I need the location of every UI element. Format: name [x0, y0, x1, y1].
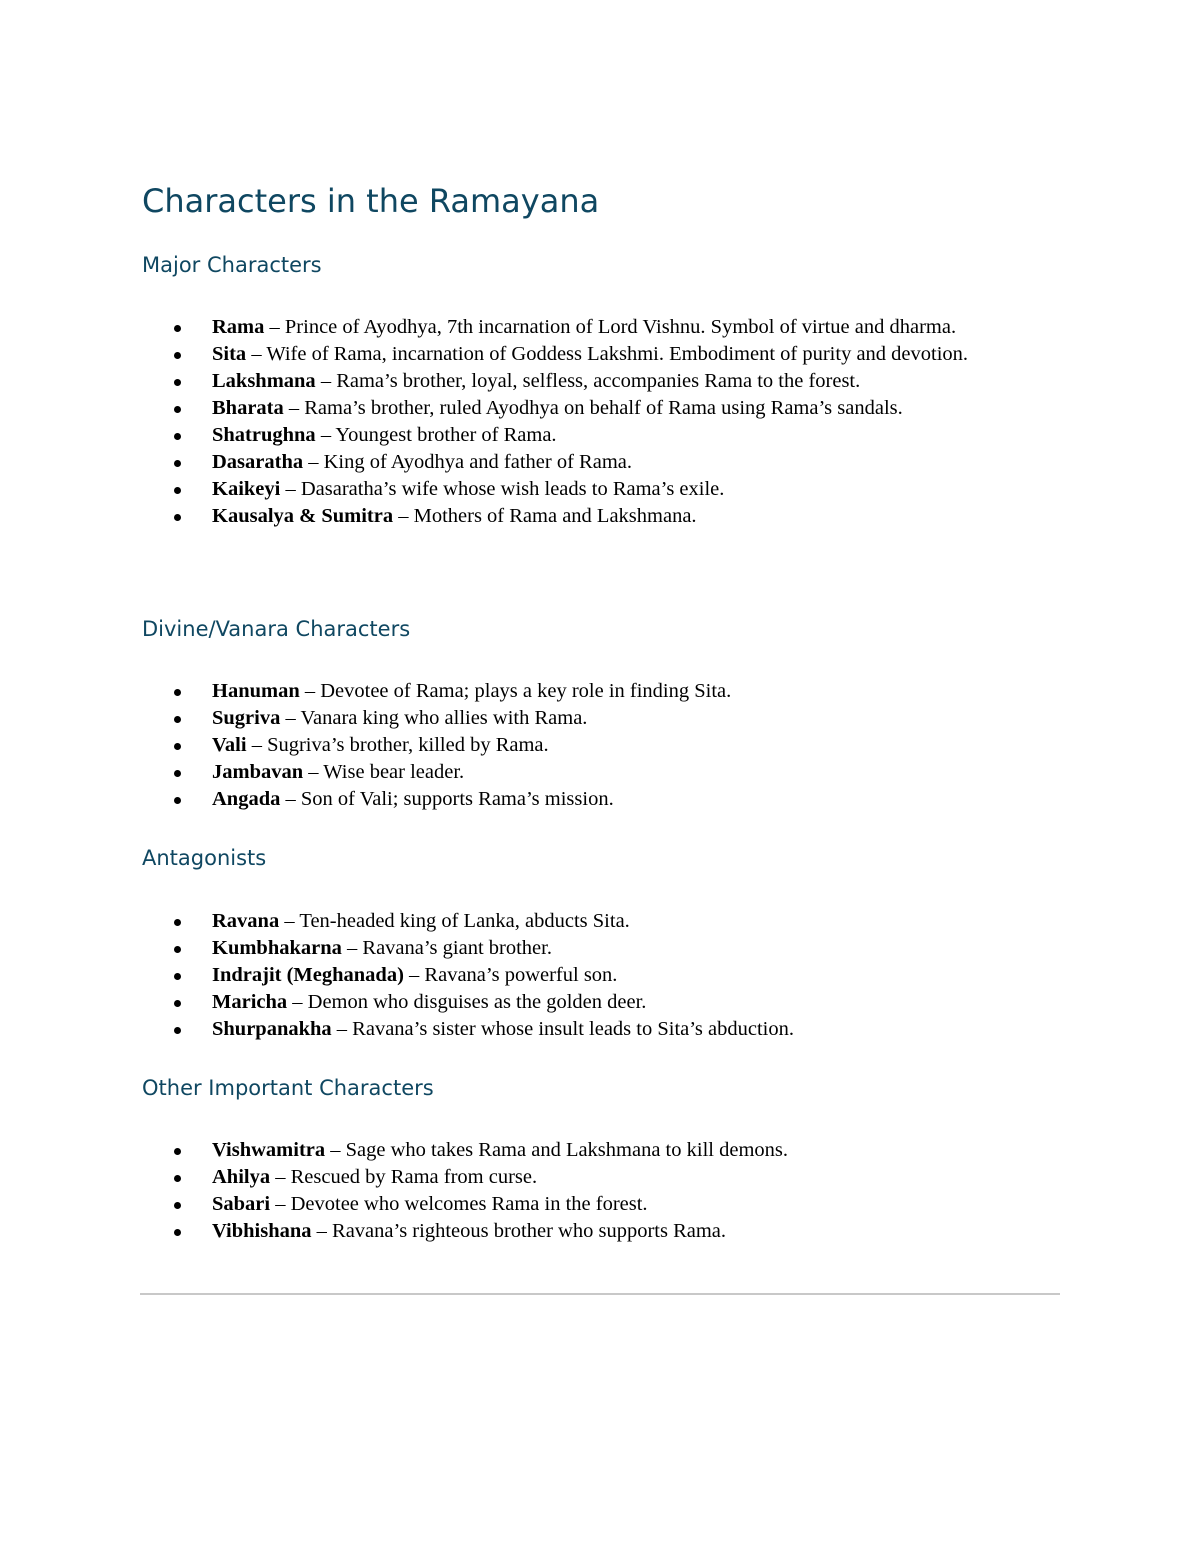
bullet-icon: [174, 487, 181, 494]
character-description: – Mothers of Rama and Lakshmana.: [393, 505, 697, 527]
list-item: [142, 1191, 1032, 1218]
character-description: – Rescued by Rama from curse.: [270, 1166, 538, 1188]
character-name: Ravana: [212, 910, 280, 932]
character-name: Hanuman: [212, 680, 300, 702]
character-description: – Prince of Ayodhya, 7th incarnation of Lord Vishnu. Symbol of virtue and dharma.: [264, 316, 957, 338]
bullet-icon: [174, 1175, 181, 1182]
bullet-icon: [174, 1027, 181, 1034]
character-name: Rama: [212, 316, 265, 338]
character-description: – Rama’s brother, loyal, selfless, accompanies Rama to the forest.: [315, 370, 861, 392]
character-list: [142, 314, 1060, 530]
bullet-icon: [174, 352, 181, 359]
character-name: Vishwamitra: [212, 1139, 326, 1161]
list-item: [142, 908, 1032, 935]
bullet-icon: [174, 460, 181, 467]
character-list: [142, 908, 1060, 1043]
character-name: Sita: [212, 343, 247, 365]
character-description: – Sage who takes Rama and Lakshmana to kill demons.: [325, 1139, 788, 1161]
list-item: [142, 314, 1032, 341]
character-name: Kausalya & Sumitra: [212, 505, 394, 527]
bullet-icon: [174, 514, 181, 521]
list-item: [142, 1016, 1032, 1043]
character-name: Ahilya: [212, 1166, 271, 1188]
bullet-icon: [174, 919, 181, 926]
bullet-icon: [174, 689, 181, 696]
character-name: Indrajit (Meghanada): [212, 964, 404, 986]
list-item: [142, 341, 1032, 368]
list-item: [142, 678, 1032, 705]
section-heading: Antagonists: [142, 846, 267, 870]
list-item: [142, 449, 1032, 476]
bullet-icon: [174, 946, 181, 953]
character-description: – Demon who disguises as the golden deer.: [287, 991, 647, 1013]
character-description: – Dasaratha’s wife whose wish leads to Rama’s exile.: [280, 478, 725, 500]
section-other-important-characters: [142, 1073, 1060, 1242]
character-name: Dasaratha: [212, 451, 304, 473]
character-name: Shurpanakha: [212, 1018, 332, 1040]
character-name: Angada: [212, 788, 281, 810]
character-description: – Ten-headed king of Lanka, abducts Sita.: [279, 910, 630, 932]
list-item: [142, 395, 1032, 422]
list-item: [142, 368, 1032, 395]
character-description: – Son of Vali; supports Rama’s mission.: [280, 788, 614, 810]
character-name: Shatrughna: [212, 424, 316, 446]
list-item: [142, 422, 1032, 449]
bullet-icon: [174, 1148, 181, 1155]
character-name: Kumbhakarna: [212, 937, 342, 959]
bullet-icon: [174, 1202, 181, 1209]
list-item: [142, 476, 1032, 503]
list-item: [142, 1164, 1032, 1191]
bullet-icon: [174, 325, 181, 332]
page-title: Characters in the Ramayana: [142, 182, 600, 220]
bullet-icon: [174, 973, 181, 980]
section-heading: Other Important Characters: [142, 1076, 434, 1100]
character-description: – Ravana’s powerful son.: [403, 964, 618, 986]
list-item: [142, 786, 1032, 813]
character-description: – Ravana’s giant brother.: [341, 937, 552, 959]
character-description: – Rama’s brother, ruled Ayodhya on behalf of Rama using Rama’s sandals.: [283, 397, 903, 419]
character-description: – Wise bear leader.: [303, 761, 465, 783]
character-name: Maricha: [212, 991, 288, 1013]
character-list: [142, 678, 1060, 813]
list-item: [142, 935, 1032, 962]
character-list: [142, 1137, 1060, 1245]
list-item: [142, 989, 1032, 1016]
bullet-icon: [174, 716, 181, 723]
list-item: [142, 732, 1032, 759]
character-description: – Devotee who welcomes Rama in the forest.: [270, 1193, 648, 1215]
bullet-icon: [174, 1000, 181, 1007]
list-item: [142, 705, 1032, 732]
section-antagonists: [142, 843, 1060, 1040]
section-major-characters: [142, 250, 1060, 527]
character-name: Jambavan: [212, 761, 304, 783]
horizontal-divider: [140, 1293, 1060, 1295]
bullet-icon: [174, 797, 181, 804]
character-name: Lakshmana: [212, 370, 316, 392]
character-description: – Vanara king who allies with Rama.: [280, 707, 588, 729]
bullet-icon: [174, 770, 181, 777]
bullet-icon: [174, 379, 181, 386]
character-description: – Ravana’s sister whose insult leads to Sita’s abduction.: [331, 1018, 795, 1040]
character-name: Sabari: [212, 1193, 271, 1215]
bullet-icon: [174, 1229, 181, 1236]
character-name: Vali: [212, 734, 247, 756]
list-item: [142, 759, 1032, 786]
character-description: – King of Ayodhya and father of Rama.: [303, 451, 632, 473]
character-name: Bharata: [212, 397, 284, 419]
list-item: [142, 962, 1032, 989]
section-heading: Major Characters: [142, 253, 322, 277]
character-description: – Wife of Rama, incarnation of Goddess Lakshmi. Embodiment of purity and devotion.: [246, 343, 969, 365]
section-divine-vanara-characters: [142, 614, 1060, 810]
list-item: [142, 503, 1032, 530]
character-name: Sugriva: [212, 707, 281, 729]
bullet-icon: [174, 406, 181, 413]
character-name: Kaikeyi: [212, 478, 281, 500]
character-name: Vibhishana: [212, 1220, 312, 1242]
list-item: [142, 1218, 1032, 1245]
character-description: – Youngest brother of Rama.: [315, 424, 557, 446]
character-description: – Ravana’s righteous brother who supports Rama.: [311, 1220, 727, 1242]
list-item: [142, 1137, 1032, 1164]
section-heading: Divine/Vanara Characters: [142, 617, 411, 641]
bullet-icon: [174, 433, 181, 440]
character-description: – Devotee of Rama; plays a key role in finding Sita.: [299, 680, 732, 702]
bullet-icon: [174, 743, 181, 750]
character-description: – Sugriva’s brother, killed by Rama.: [246, 734, 549, 756]
